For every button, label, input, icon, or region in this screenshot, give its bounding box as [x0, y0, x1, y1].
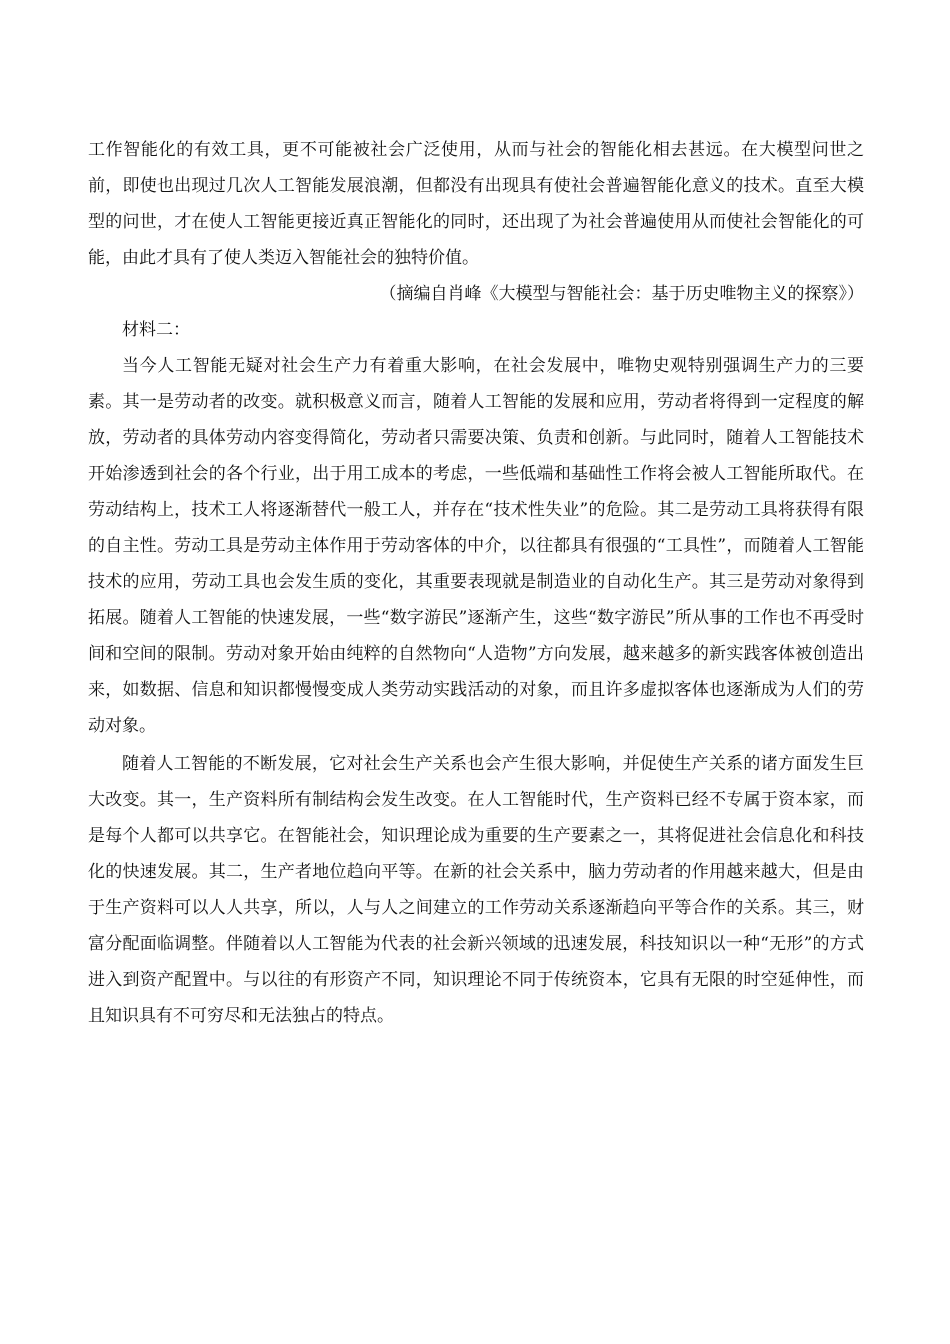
material2-paragraph-1: 当今人工智能无疑对社会生产力有着重大影响，在社会发展中，唯物史观特别强调生产力的三要素。其一是劳动者的改变。就积极意义而言，随着人工智能的发展和应用，劳动者将得到一定程度的解放，劳动者的具体劳动内容变得简化，劳动者只需要决策、负责和创新。与此同时，随着人工智能技术开始渗透到社会的各个行业，出于用工成本的考虑，一些低端和基础性工作将会被人工智能所取代。在劳动结构上，技术工人将逐渐替代一般工人，并存在“技术性失业”的危险。其二是劳动工具将获得有限的自主性。劳动工具是劳动主体作用于劳动客体的中介，以往都具有很强的“工具性”，而随着人工智能技术的应用，劳动工具也会发生质的变化，其重要表现就是制造业的自动化生产。其三是劳动对象得到拓展。随着人工智能的快速发展，一些“数字游民”逐渐产生，这些“数字游民”所从事的工作也不再受时间和空间的限制。劳动对象开始由纯粹的自然物向“人造物”方向发展，越来越多的新实践客体被创造出来，如数据、信息和知识都慢慢变成人类劳动实践活动的对象，而且许多虚拟客体也逐渐成为人们的劳动对象。 [88, 356, 864, 736]
document-page [88, 132, 864, 1034]
material1-continuation: 工作智能化的有效工具，更不可能被社会广泛使用，从而与社会的智能化相去甚远。在大模型问世之前，即使也出现过几次人工智能发展浪潮，但都没有出现具有使社会普遍智能化意义的技术。直至大模型的问世，才在使人工智能更接近真正智能化的同时，还出现了为社会普遍使用从而使社会智能化的可能，由此才具有了使人类迈入智能社会的独特价值。 [88, 140, 864, 268]
material2-heading: 材料二： [122, 320, 190, 340]
material2-paragraph-2: 随着人工智能的不断发展，它对社会生产关系也会产生很大影响，并促使生产关系的诸方面发生巨大改变。其一，生产资料所有制结构会发生改变。在人工智能时代，生产资料已经不专属于资本家，而是每个人都可以共享它。在智能社会，知识理论成为重要的生产要素之一，其将促进社会信息化和科技化的快速发展。其二，生产者地位趋向平等。在新的社会关系中，脑力劳动者的作用越来越大，但是由于生产资料可以人人共享，所以，人与人之间建立的工作劳动关系逐渐趋向平等合作的关系。其三，财富分配面临调整。伴随着以人工智能为代表的社会新兴领域的迅速发展，科技知识以一种“无形”的方式进入到资产配置中。与以往的有形资产不同，知识理论不同于传统资本，它具有无限的时空延伸性，而且知识具有不可穷尽和无法独占的特点。 [88, 754, 864, 1026]
material1-source-citation: （摘编自肖峰《大模型与智能社会：基于历史唯物主义的探察》） [379, 284, 864, 304]
